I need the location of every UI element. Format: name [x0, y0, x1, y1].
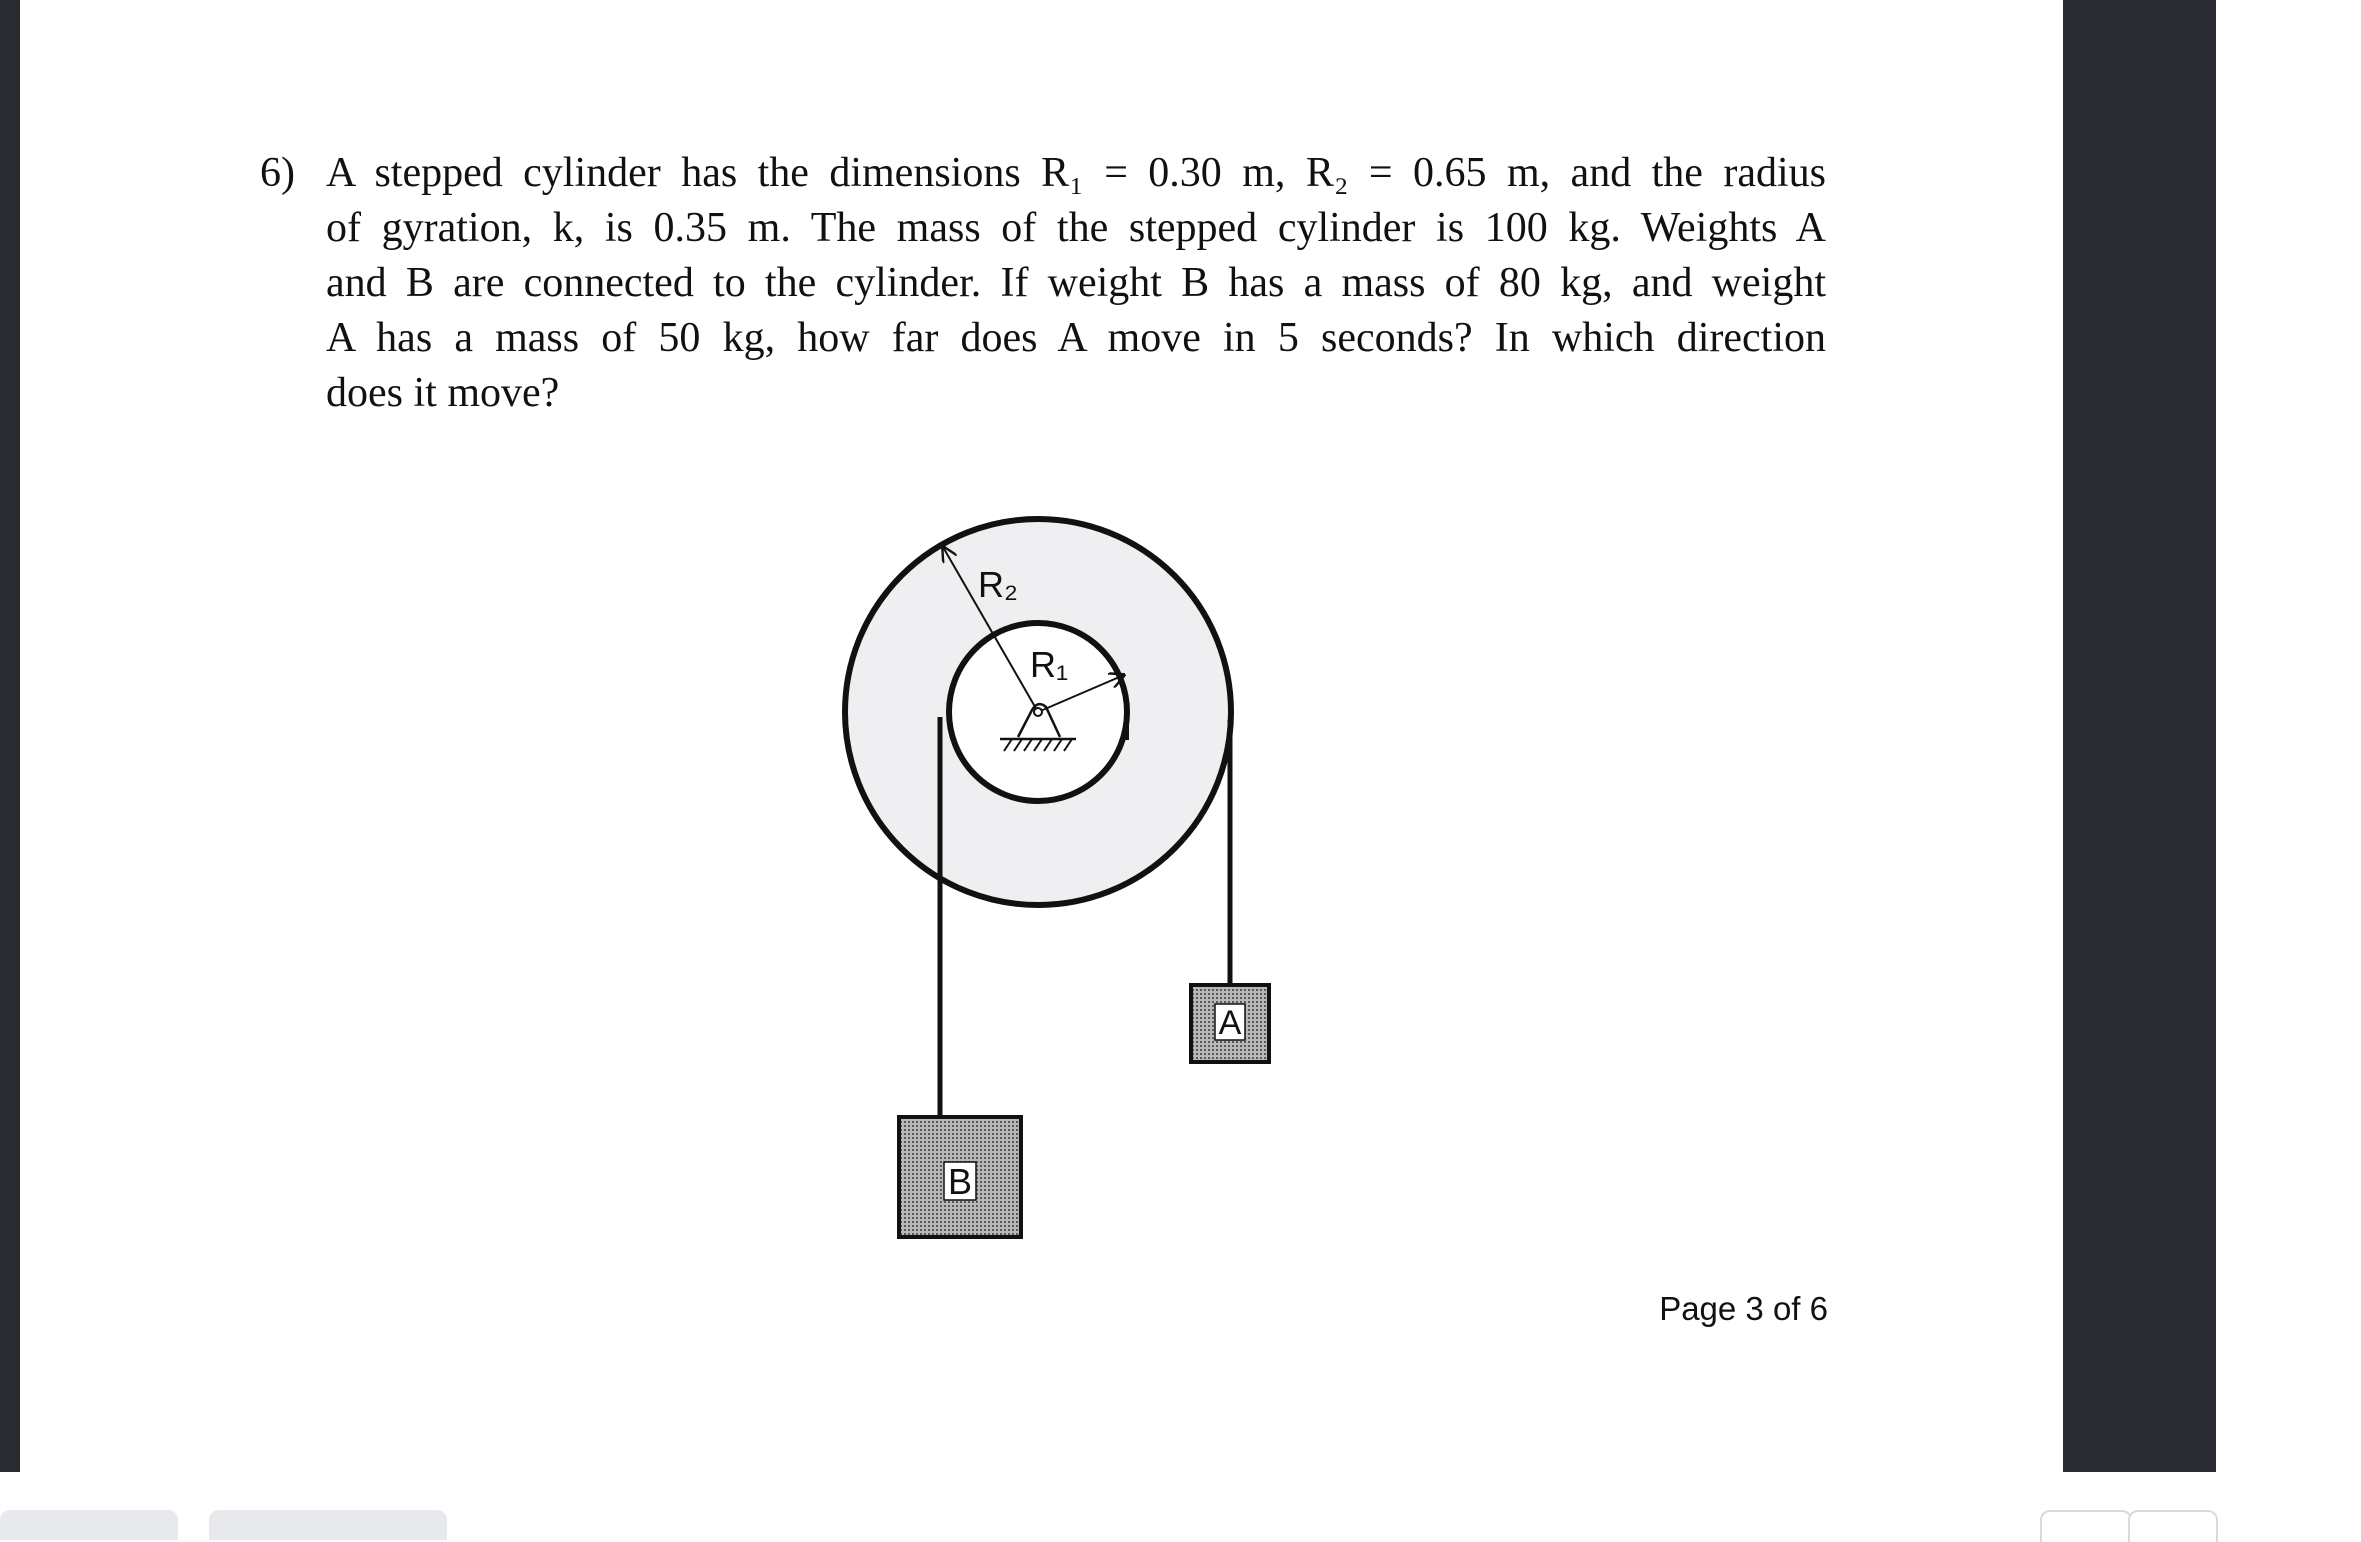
problem-line: does it move? — [326, 370, 560, 416]
stepped-cylinder-diagram — [820, 505, 1280, 1265]
label-a: A — [1218, 1004, 1242, 1042]
problem-line: and B are connected to the cylinder. If weight B has a mass of 80 kg, and weight — [326, 260, 1826, 306]
label-r2: R₂ — [978, 564, 1018, 605]
problem-line: A stepped cylinder has the dimensions R₁ = 0.30 m, R₂ = 0.65 m, and the radius — [326, 150, 1826, 196]
bottom-tab-1[interactable] — [0, 1510, 178, 1540]
bottom-nav-next-button[interactable] — [2128, 1510, 2218, 1542]
label-r1: R₁ — [1030, 644, 1069, 685]
right-scroll-gutter — [2063, 0, 2216, 1472]
page-number: Page 3 of 6 — [1659, 1290, 1828, 1327]
bottom-nav-prev-button[interactable] — [2040, 1510, 2132, 1542]
problem-number: 6) — [260, 150, 295, 196]
bottom-tab-2[interactable] — [209, 1510, 447, 1540]
problem-text — [326, 146, 1826, 421]
problem-line: A has a mass of 50 kg, how far does A move in 5 seconds? In which direction — [326, 315, 1826, 361]
left-dark-border — [0, 0, 20, 1472]
problem-line: of gyration, k, is 0.35 m. The mass of the stepped cylinder is 100 kg. Weights A — [326, 205, 1826, 251]
label-b: B — [947, 1161, 973, 1202]
